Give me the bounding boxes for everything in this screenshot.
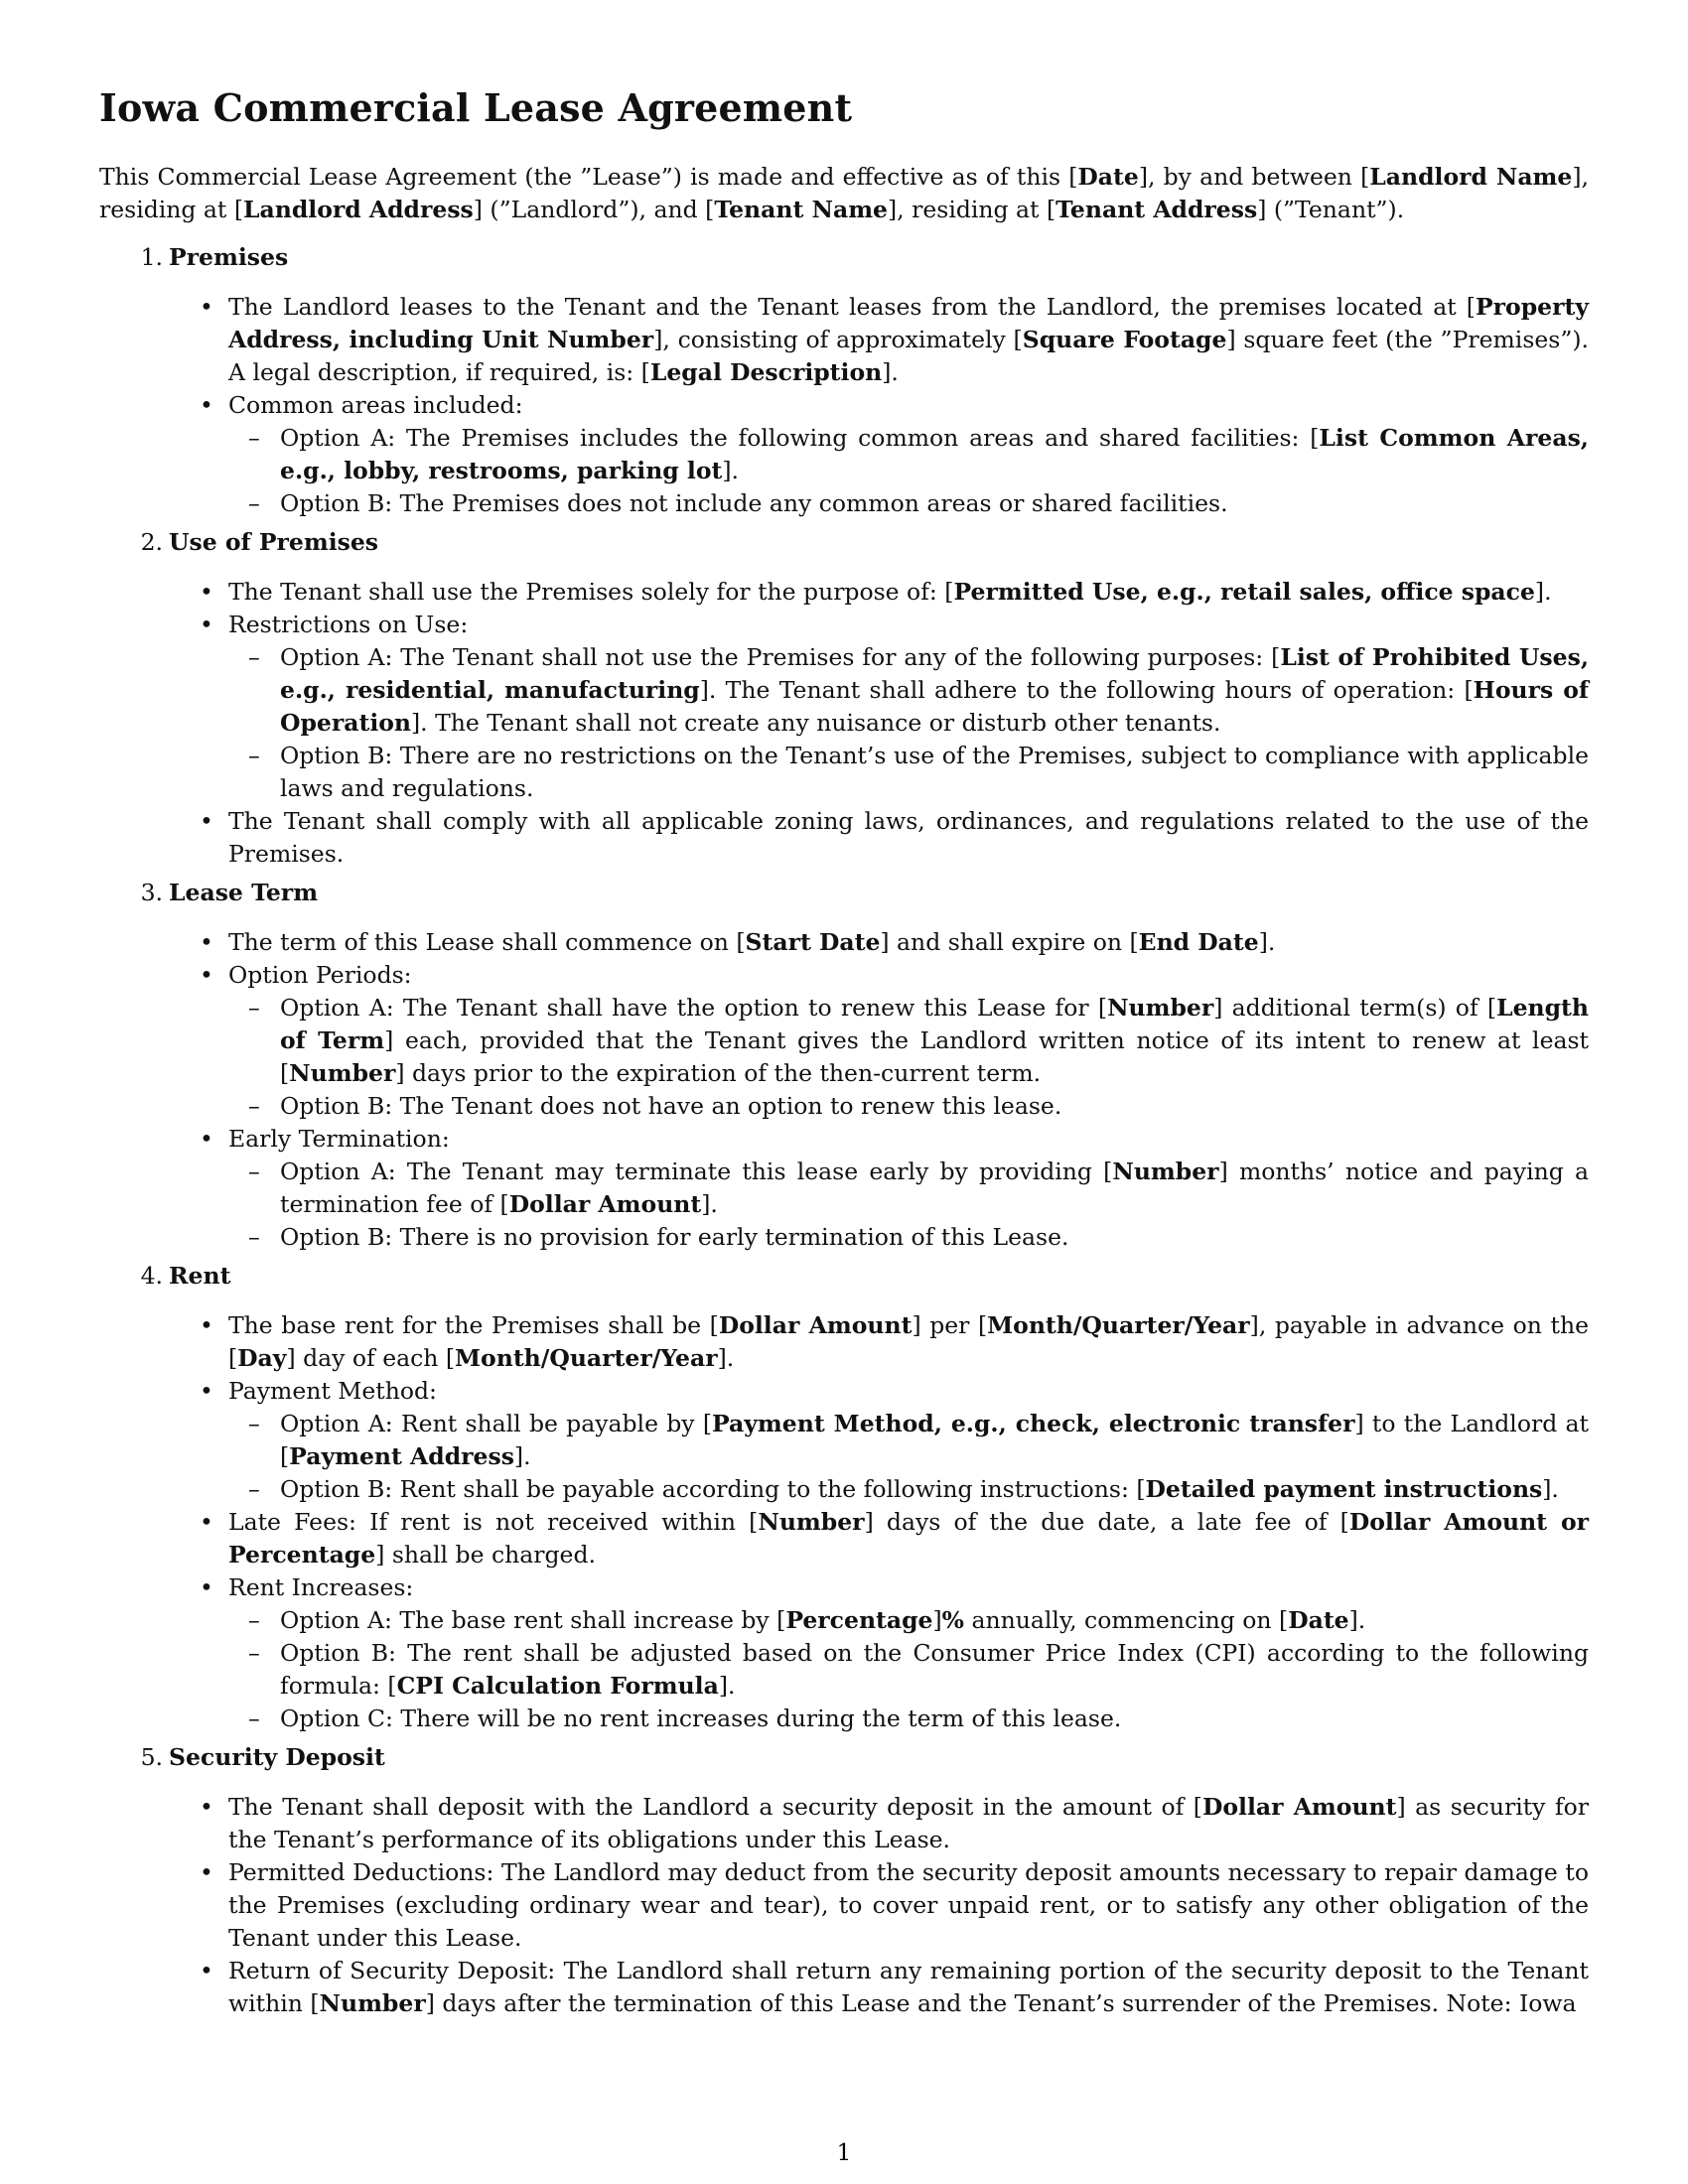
section-premises [99, 241, 1589, 520]
clause-text: Option C: There will be no rent increases during the term of this lease. [280, 1705, 1122, 1732]
period-field: Month/Quarter/Year [455, 1344, 718, 1372]
payment-instructions-field: Detailed payment instructions [1145, 1475, 1543, 1503]
clause-text: Permitted Deductions: The Landlord may deduct from the security deposit amounts necessary to repair damage to the Premises (excluding ordinary wear and tear), to cover unpaid rent, or to satisfy any other obligation of the Tenant under this Lease. [228, 1858, 1589, 1952]
clause-text: Option B: There is no provision for early termination of this Lease. [280, 1223, 1069, 1251]
dollar-amount-field: Dollar Amount [1201, 1793, 1397, 1821]
clause-text: Late Fees: If rent is not received within [ [228, 1508, 759, 1536]
clause-text: Option Periods: [228, 961, 412, 989]
section-number: 2. [140, 528, 163, 556]
list-item [99, 1955, 1589, 2020]
tenant-address-field: Tenant Address [1055, 196, 1258, 223]
intro-text: ], by and between [ [1138, 163, 1370, 191]
sections [99, 241, 1589, 2026]
list-item [99, 1123, 1589, 1254]
list-item [99, 1791, 1589, 1856]
clause-text: ] to the Landlord at [ [280, 1410, 1589, 1470]
section-heading [99, 526, 1589, 576]
section-heading [99, 241, 1589, 291]
list-item [99, 291, 1589, 389]
day-field: Day [237, 1344, 287, 1372]
clause-text: The Tenant shall use the Premises solely for the purpose of: [ [228, 578, 954, 606]
period-field: Month/Quarter/Year [987, 1311, 1250, 1339]
section-number: 4. [140, 1262, 163, 1290]
option-item [228, 1408, 1589, 1473]
clause-text: ]. [1534, 578, 1552, 606]
start-date-field: Start Date [745, 928, 881, 956]
date-field: Date [1288, 1606, 1349, 1634]
list-item [99, 1856, 1589, 1955]
clause-text: Restrictions on Use: [228, 611, 469, 638]
property-address-field: Property Address, including Unit Number [228, 293, 1589, 353]
clause-text: ]. [717, 1344, 735, 1372]
clause-text: Option B: Rent shall be payable according to the following instructions: [ [280, 1475, 1146, 1503]
clause-text: ] days after the termination of this Lease and the Tenant’s surrender of the Premises. Note: Iowa [425, 1989, 1577, 2017]
clause-text: ]. [722, 457, 739, 484]
prohibited-uses-field: List of Prohibited Uses, e.g., residential, manufacturing [280, 643, 1589, 704]
clause-text: The base rent for the Premises shall be [ [228, 1311, 719, 1339]
list-item [99, 959, 1589, 1123]
option-item [228, 487, 1589, 520]
clause-text: Option A: Rent shall be payable by [ [280, 1410, 713, 1437]
payment-method-field: Payment Method, e.g., check, electronic transfer [712, 1410, 1355, 1437]
late-fee-field: Dollar Amount or Percentage [228, 1508, 1590, 1569]
clause-text: ]. [513, 1442, 531, 1470]
clause-text: ], payable in advance on the [ [228, 1311, 1589, 1372]
intro-text: ], residing at [ [99, 163, 1590, 223]
dollar-amount-field: Dollar Amount [508, 1190, 702, 1218]
landlord-address-field: Landlord Address [243, 196, 474, 223]
list-item [99, 1571, 1589, 1735]
number-field: Number [1112, 1158, 1219, 1185]
option-item [228, 992, 1589, 1090]
option-item [228, 1703, 1589, 1735]
clause-text: ]. [882, 358, 899, 386]
cpi-formula-field: CPI Calculation Formula [396, 1672, 719, 1700]
square-footage-field: Square Footage [1022, 326, 1227, 353]
clause-text: The Tenant shall deposit with the Landlord a security deposit in the amount of [ [228, 1793, 1202, 1821]
clause-text: annually, commencing on [ [964, 1606, 1289, 1634]
percentage-field: Percentage [785, 1606, 933, 1634]
clause-text: Option B: The Premises does not include any common areas or shared facilities. [280, 489, 1228, 517]
list-item [99, 609, 1589, 805]
date-field: Date [1077, 163, 1139, 191]
tenant-name-field: Tenant Name [714, 196, 889, 223]
clause-text: The Tenant shall comply with all applicable zoning laws, ordinances, and regulations related to the use of the Premises. [228, 807, 1589, 868]
clause-text: Rent Increases: [228, 1573, 414, 1601]
clause-text: Early Termination: [228, 1125, 450, 1153]
list-item [99, 1309, 1589, 1375]
clause-text: ]. The Tenant shall adhere to the following hours of operation: [ [699, 676, 1474, 704]
clause-text: Option A: The Tenant may terminate this lease early by providing [ [280, 1158, 1113, 1185]
clause-text: ] months’ notice and paying a termination fee of [ [280, 1158, 1589, 1218]
section-title: Security Deposit [169, 1743, 385, 1771]
section-heading [99, 1741, 1589, 1791]
hours-of-operation-field: Hours of Operation [280, 676, 1590, 737]
clause-text: Option B: There are no restrictions on the Tenant’s use of the Premises, subject to compliance with applicable laws and regulations. [280, 742, 1589, 802]
number-field: Number [1107, 994, 1214, 1022]
option-item [228, 1604, 1589, 1637]
clause-text: ] each, provided that the Tenant gives the Landlord written notice of its intent to renew at least [ [280, 1026, 1589, 1087]
clause-text: Common areas included: [228, 391, 523, 419]
clause-text: Option B: The Tenant does not have an option to renew this lease. [280, 1092, 1062, 1120]
clause-text: Payment Method: [228, 1377, 437, 1405]
intro-text: ] (”Landlord”), and [ [473, 196, 715, 223]
section-heading [99, 877, 1589, 926]
section-title: Rent [169, 1262, 231, 1290]
section-rent [99, 1260, 1589, 1735]
section-lease-term [99, 877, 1589, 1254]
clause-text: Option A: The base rent shall increase by [ [280, 1606, 786, 1634]
clause-text: ] per [ [912, 1311, 988, 1339]
section-heading [99, 1260, 1589, 1309]
clause-text: ]. [1542, 1475, 1559, 1503]
clause-text: ]. The Tenant shall not create any nuisance or disturb other tenants. [411, 709, 1221, 737]
permitted-use-field: Permitted Use, e.g., retail sales, office space [953, 578, 1535, 606]
section-use-of-premises [99, 526, 1589, 871]
list-item [99, 805, 1589, 871]
clause-text: ]. [1348, 1606, 1366, 1634]
section-title: Premises [169, 243, 289, 271]
clause-text: ]. [718, 1672, 736, 1700]
clause-text: Option A: The Tenant shall not use the Premises for any of the following purposes: [ [280, 643, 1281, 671]
section-title: Use of Premises [169, 528, 379, 556]
list-item [99, 1375, 1589, 1506]
legal-description-field: Legal Description [649, 358, 883, 386]
option-item [228, 1156, 1589, 1221]
option-item [228, 1221, 1589, 1254]
number-field: Number [758, 1508, 865, 1536]
intro-text: ] (”Tenant”). [1257, 196, 1405, 223]
intro-paragraph [99, 161, 1589, 226]
clause-text: ] square feet (the ”Premises”). A legal description, if required, is: [ [228, 326, 1590, 386]
page-number: 1 [836, 2140, 852, 2166]
section-number: 1. [140, 243, 163, 271]
landlord-name-field: Landlord Name [1369, 163, 1573, 191]
section-number: 5. [140, 1743, 163, 1771]
list-item [99, 1506, 1589, 1571]
dollar-amount-field: Dollar Amount [718, 1311, 913, 1339]
option-item [228, 641, 1589, 740]
number-field: Number [289, 1059, 396, 1087]
common-areas-field: List Common Areas, e.g., lobby, restrooms, parking lot [280, 424, 1589, 484]
clause-text: Return of Security Deposit: The Landlord shall return any remaining portion of the security deposit to the Tenant within [ [228, 1957, 1589, 2017]
clause-text: ] and shall expire on [ [880, 928, 1139, 956]
clause-text: The Landlord leases to the Tenant and the Tenant leases from the Landlord, the premises located at [ [228, 293, 1476, 321]
list-item [99, 926, 1589, 959]
option-item [228, 1637, 1589, 1703]
clause-text: ]. [1258, 928, 1276, 956]
intro-text: This Commercial Lease Agreement (the ”Lease”) is made and effective as of this [ [99, 163, 1078, 191]
section-title: Lease Term [169, 879, 319, 906]
intro-text: ], residing at [ [888, 196, 1056, 223]
clause-text: Option A: The Tenant shall have the option to renew this Lease for [ [280, 994, 1108, 1022]
clause-text: ] [932, 1606, 942, 1634]
section-number: 3. [140, 879, 163, 906]
clause-text: ] days prior to the expiration of the then-current term. [395, 1059, 1042, 1087]
option-item [228, 422, 1589, 487]
clause-text: Option A: The Premises includes the following common areas and shared facilities: [ [280, 424, 1320, 452]
clause-text: ] additional term(s) of [ [1213, 994, 1497, 1022]
clause-text: Option B: The rent shall be adjusted based on the Consumer Price Index (CPI) according to the following formula: [ [280, 1639, 1589, 1700]
document-title: Iowa Commercial Lease Agreement [99, 85, 853, 130]
document-page [99, 0, 1589, 2184]
section-security-deposit [99, 1741, 1589, 2020]
list-item [99, 389, 1589, 520]
clause-text: The term of this Lease shall commence on [ [228, 928, 746, 956]
clause-text: ] day of each [ [286, 1344, 456, 1372]
percent-sign: % [941, 1606, 965, 1634]
payment-address-field: Payment Address [289, 1442, 514, 1470]
length-of-term-field: Length of Term [280, 994, 1589, 1054]
clause-text: ], consisting of approximately [ [653, 326, 1023, 353]
number-field: Number [319, 1989, 426, 2017]
end-date-field: End Date [1138, 928, 1259, 956]
option-item [228, 1473, 1589, 1506]
option-item [228, 740, 1589, 805]
list-item [99, 576, 1589, 609]
option-item [228, 1090, 1589, 1123]
clause-text: ]. [701, 1190, 718, 1218]
clause-text: ] shall be charged. [375, 1541, 596, 1569]
clause-text: ] days of the due date, a late fee of [ [864, 1508, 1349, 1536]
clause-text: ] as security for the Tenant’s performance of its obligations under this Lease. [228, 1793, 1589, 1853]
